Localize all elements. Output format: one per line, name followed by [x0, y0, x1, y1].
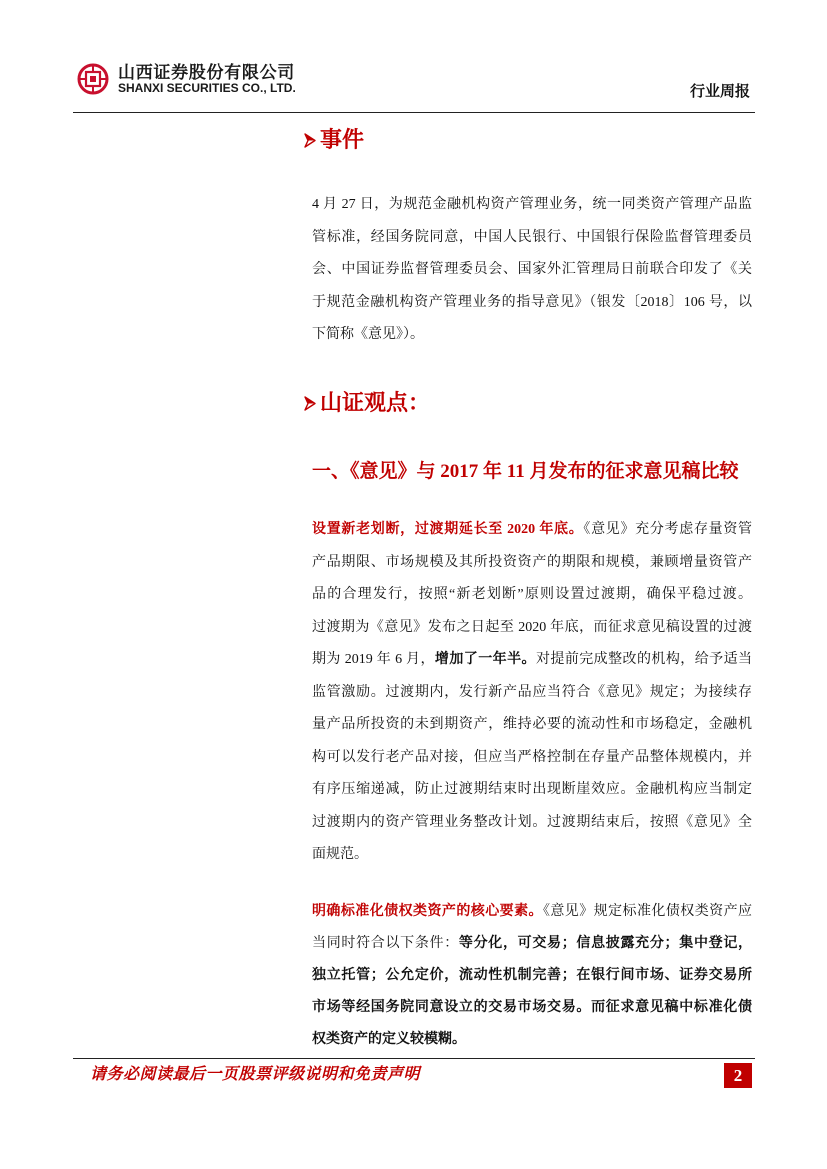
paragraph-line — [312, 514, 752, 547]
paragraph-line — [312, 774, 752, 807]
body-text: 《意见》充分考虑存量资管 — [583, 522, 753, 537]
body-text: 量产品所投资的未到期资产，维持必要的流动性和市场稳定，金融机 — [312, 717, 752, 732]
paragraph-line — [312, 839, 752, 872]
header-divider — [73, 112, 755, 113]
bold-emphasis-text: 等分化，可交易；信息披露充分；集中登记， — [458, 936, 753, 951]
event-heading-text: 事件 — [320, 127, 365, 152]
paragraph-line — [312, 1024, 752, 1056]
viewpoint-heading — [304, 388, 430, 418]
paragraph-line — [312, 579, 752, 612]
body-text: 《意见》规定标准化债权类资产应 — [542, 904, 753, 919]
paragraph-line — [312, 742, 752, 775]
bold-emphasis-text: 增加了一年半。 — [434, 652, 536, 667]
paragraph-line — [312, 547, 752, 580]
paragraph-line — [312, 928, 752, 960]
body-text: 产品期限、市场规模及其所投资资产的期限和规模，兼顾增量资管产 — [312, 554, 752, 570]
footer-disclaimer: 请务必阅读最后一页股票评级说明和免责声明 — [90, 1066, 421, 1083]
body-text: 面规范。 — [312, 847, 368, 862]
event-paragraph — [312, 189, 752, 352]
company-name-en: SHANXI SECURITIES CO., LTD. — [118, 81, 296, 95]
body-text: 品的合理发行，按照“新老划断”原则设置过渡期，确保平稳过渡。 — [312, 587, 752, 602]
bold-emphasis-text: 独立托管；公允定价，流动性机制完善；在银行间市场、证券交易所 — [312, 968, 752, 983]
paragraph-line — [312, 807, 752, 840]
page-number-badge: 2 — [724, 1063, 752, 1088]
paragraph-line: 4 月 27 日，为规范金融机构资产管理业务，统一同类资产管理产品监 — [312, 197, 752, 212]
footer-divider — [73, 1058, 755, 1059]
paragraph-line — [312, 896, 752, 928]
arrowhead-bullet-icon — [304, 396, 316, 411]
paragraph-line — [312, 992, 752, 1024]
paragraph-line — [312, 644, 752, 677]
body-text: 构可以发行老产品对接，但应当严格控制在存量产品整体规模内，并 — [312, 749, 752, 765]
arrowhead-bullet-icon — [304, 133, 316, 148]
comparison-subheading: 一、《意见》与 2017 年 11 月发布的征求意见稿比较 — [312, 461, 739, 482]
paragraph-line — [312, 960, 752, 992]
company-name-cn: 山西证券股份有限公司 — [118, 63, 295, 82]
body-text: 当同时符合以下条件： — [312, 936, 459, 951]
event-heading — [304, 125, 364, 155]
body-text: 过渡期为《意见》发布之日起至 2020 年底，而征求意见稿设置的过渡 — [312, 619, 752, 635]
paragraph-line: 会、中国证券监督管理委员会、国家外汇管理局日前联合印发了《关 — [312, 262, 752, 277]
viewpoint-heading-text: 山证观点： — [320, 390, 431, 415]
paragraph-line: 下简称《意见》）。 — [312, 327, 424, 342]
body-text: 监管激励。过渡期内，发行新产品应当符合《意见》规定；为接续存 — [312, 684, 752, 700]
body-text: 对提前完成整改的机构，给予适当 — [535, 652, 753, 667]
paragraph-line — [312, 677, 752, 710]
shanxi-securities-logo-icon — [77, 62, 109, 96]
paragraph-line: 管标准，经国务院同意，中国人民银行、中国银行保险监督管理委员 — [312, 229, 752, 245]
body-text: 过渡期内的资产管理业务整改计划。过渡期结束后，按照《意见》全 — [312, 814, 752, 830]
paragraph-line — [312, 709, 752, 742]
paragraph-line — [312, 612, 752, 645]
bold-emphasis-text: 权类资产的定义较模糊。 — [312, 1032, 466, 1047]
transition-period-paragraph — [312, 514, 752, 872]
report-type-label: 行业周报 — [689, 84, 750, 100]
key-point-title: 设置新老划断，过渡期延长至 2020 年底。 — [312, 522, 584, 537]
standard-debt-asset-paragraph — [312, 896, 752, 1056]
paragraph-line: 于规范金融机构资产管理业务的指导意见》（银发〔2018〕106 号，以 — [312, 294, 752, 310]
bold-emphasis-text: 市场等经国务院同意设立的交易市场交易。而征求意见稿中标准化债 — [312, 1000, 752, 1015]
key-point-title: 明确标准化债权类资产的核心要素。 — [312, 904, 543, 919]
body-text: 有序压缩递减，防止过渡期结束时出现断崖效应。金融机构应当制定 — [312, 782, 752, 797]
body-text: 期为 2019 年 6 月， — [312, 652, 435, 667]
